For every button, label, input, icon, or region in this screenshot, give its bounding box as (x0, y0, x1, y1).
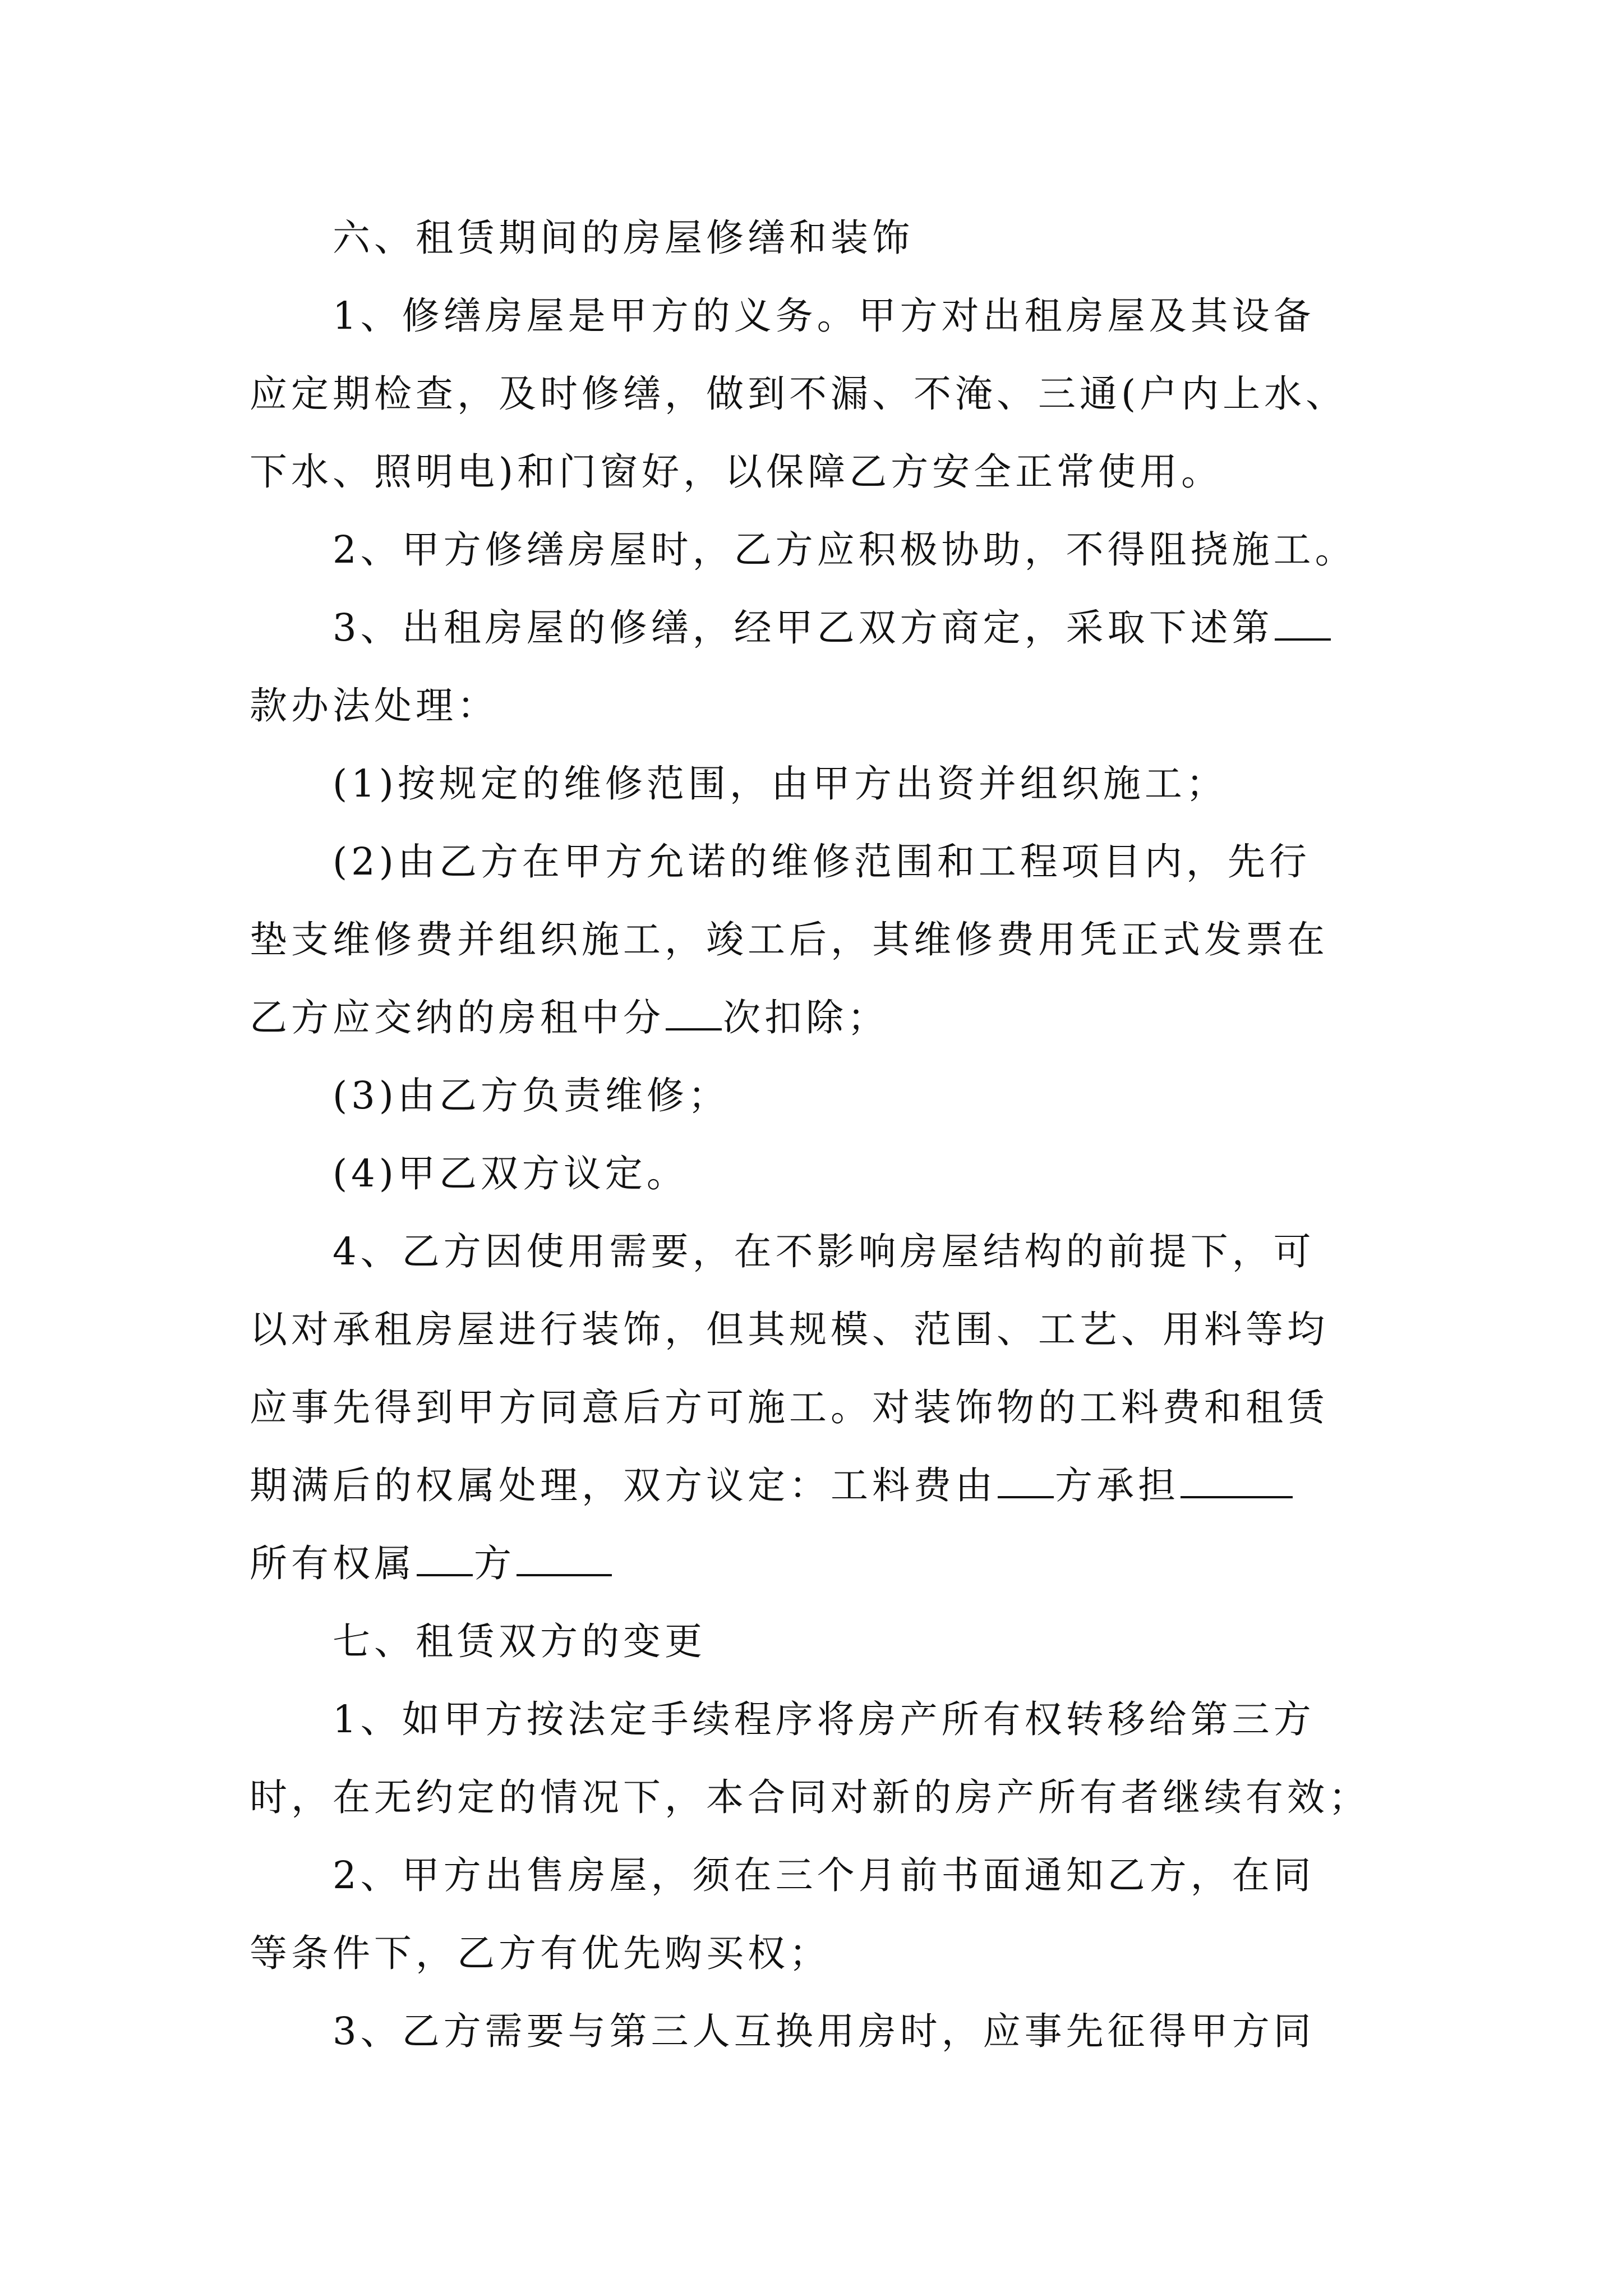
paragraph-line: 下水、照明电)和门窗好，以保障乙方安全正常使用。 (250, 450, 1223, 494)
paragraph-line: 垫支维修费并组织施工，竣工后，其维修费用凭正式发票在 (250, 918, 1329, 961)
paragraph-line: (3)由乙方负责维修； (333, 1074, 730, 1117)
paragraph-line: 款办法处理： (250, 684, 499, 728)
paragraph-line: 4、乙方因使用需要，在不影响房屋结构的前提下，可 (333, 1230, 1315, 1273)
fill-in-blank (666, 996, 722, 1030)
paragraph-line-with-blank (250, 1447, 1377, 1525)
paragraph-line: (1)按规定的维修范围，由甲方出资并组织施工； (333, 762, 1228, 806)
line-text: 所有权属 (250, 1542, 416, 1585)
section-heading-6: 六、租赁期间的房屋修缮和装饰 (333, 216, 914, 260)
paragraph-line: 应定期检查，及时修缮，做到不漏、不淹、三通(户内上水、 (250, 372, 1348, 416)
paragraph-line: 3、乙方需要与第三人互换用房时，应事先征得甲方同 (333, 2009, 1315, 2053)
fill-in-blank (998, 1464, 1054, 1498)
line-text: 3、出租房屋的修缮，经甲乙双方商定，采取下述第 (333, 606, 1274, 650)
paragraph-line: 以对承租房屋进行装饰，但其规模、范围、工艺、用料等均 (250, 1308, 1329, 1351)
paragraph-line: 时，在无约定的情况下，本合同对新的房产所有者继续有效； (250, 1775, 1370, 1819)
document-body (250, 199, 1377, 2070)
fill-in-blank (1275, 606, 1331, 641)
fill-in-blank (1181, 1464, 1293, 1498)
line-text: 期满后的权属处理，双方议定：工料费由 (250, 1464, 997, 1507)
line-text: 方 (474, 1542, 515, 1585)
fill-in-blank (517, 1542, 612, 1576)
line-text: 乙方应交纳的房租中分 (250, 996, 665, 1039)
fill-in-blank (417, 1542, 473, 1576)
paragraph-line: 应事先得到甲方同意后方可施工。对装饰物的工料费和租赁 (250, 1386, 1329, 1429)
paragraph-line: 1、修缮房屋是甲方的义务。甲方对出租房屋及其设备 (333, 294, 1315, 338)
paragraph-line-with-blank (250, 979, 1377, 1057)
paragraph-line: 2、甲方出售房屋，须在三个月前书面通知乙方，在同 (333, 1853, 1315, 1897)
paragraph-line-with-blank (250, 589, 1377, 667)
section-heading-7: 七、租赁双方的变更 (333, 1619, 706, 1663)
paragraph-line: (4)甲乙双方议定。 (333, 1152, 688, 1195)
paragraph-line: 1、如甲方按法定手续程序将房产所有权转移给第三方 (333, 1697, 1315, 1741)
paragraph-line: 等条件下，乙方有优先购买权； (250, 1931, 831, 1975)
line-text: 次扣除； (723, 996, 889, 1039)
line-text: 方承担 (1055, 1464, 1179, 1507)
paragraph-line: (2)由乙方在甲方允诺的维修范围和工程项目内，先行 (333, 840, 1311, 884)
paragraph-line: 2、甲方修缮房屋时，乙方应积极协助，不得阻挠施工。 (333, 528, 1357, 572)
paragraph-line-with-blank (250, 1525, 1377, 1603)
